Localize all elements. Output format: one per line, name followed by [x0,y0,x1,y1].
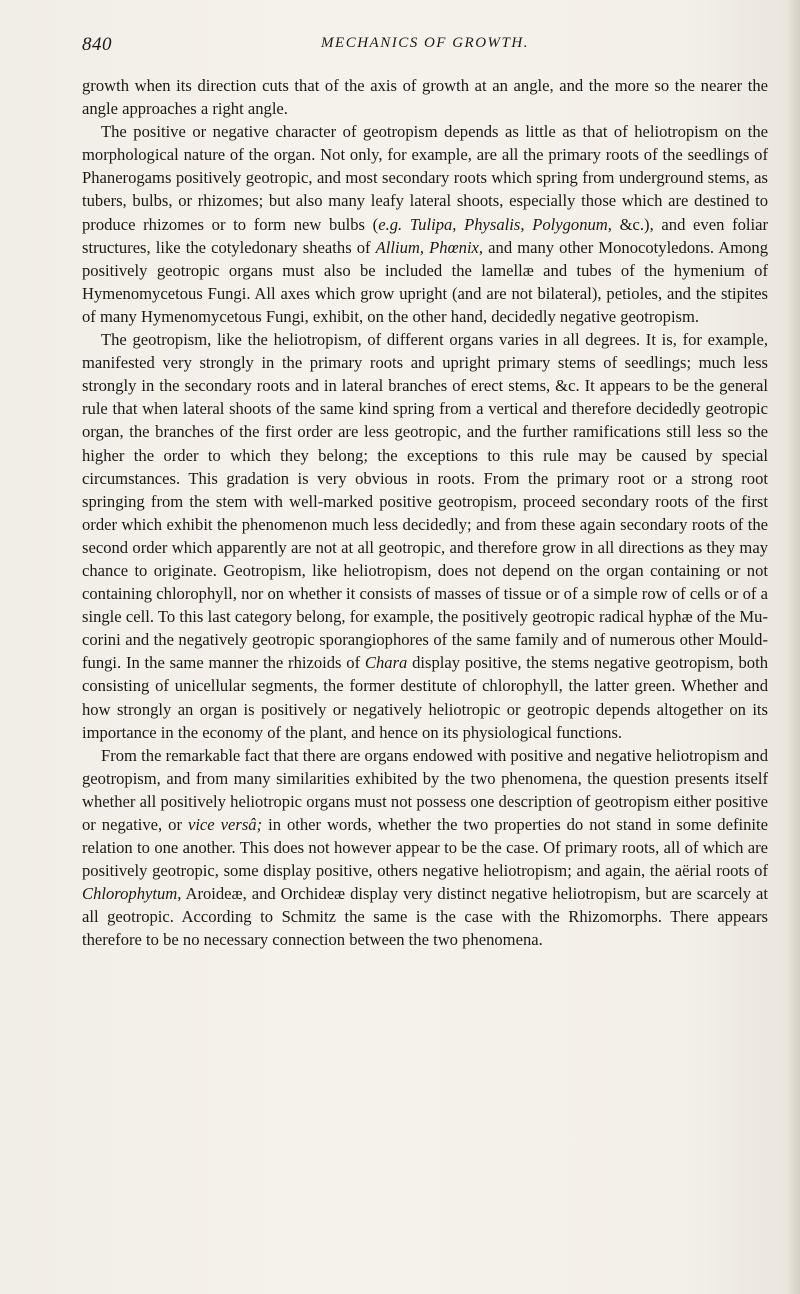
running-title: MECHANICS OF GROWTH. [321,35,529,51]
text-run: From the remarkable fact that there are organs endowed with positive and negative heliotropism and geotropism, and from many similarities exhibited by the two phenomena, the question presents itself whether all positively heliotropic organs must not possess one description of geotropism either positive or negative, or [82,745,768,834]
text-run: The positive or negative character of geotropism depends as little as that of heliotropism on the morphological nature of the organ. Not only, for example, are all the primary roots of the seedlings of Phanerogams positively geotropic, and most secondary roots which spring from underground stems, as tubers, bulbs, or rhizomes; but also many leafy lateral shoots, especially those which are destined to produce rhizomes or to form new bulbs ( [82,122,768,234]
italic-run: Chara [364,653,408,673]
text-run: display positive, the stems negative geotropism, both consisting of unicellular segments, the former destitute of chlorophyll, the latter green. Whether and how strongly an organ is positively or negatively heliotropic or geotropic depends altogether on its importance in the economy of the plant, and hence on its physiological functions. [82,653,768,742]
page-edge-shadow [786,0,800,1294]
text-run: &c.), and even foliar structures, like the cotyledonary sheaths of [82,214,769,257]
text-run: The geotropism, like the heliotropism, of different organs varies in all degrees. It is, for example, manifested very strongly in the primary roots and upright primary stems of seedlings; much less strongly in the secondary roots and in lateral branches of erect stems, &c. It appears to be the general rule that when lateral shoots of the same kind spring from a vertical and therefore decidedly geotropic organ, the branches of the first order are less geotropic, and the further ramifications still less so the higher the order to which they belong; the exceptions to this rule may be caused by special circumstances. This gradation is very obvious in roots. From the primary root or a strong root springing from the stem with well-marked positive geotropism, proceed secondary roots of the first order which exhibit the phenomenon much less decidedly; and from these again secondary roots of the second order which apparently are not at all geotropic, and therefore grow in all directions as they may chance to originate. Geotropism, like heliotropism, does not depend on the organ containing or not containing chlorophyll, nor on whether it consists of masses of tissue or of a simple row of cells or of a single cell. To this last category belong, for example, the positively geotropic radical hyphæ of the Mu- corini and the negatively geotropic sporangiophores of the same family and of numerous other Mould-fungi. In the same manner the rhizoids of [82,330,768,673]
text-run: growth when its direction cuts that of the axis of growth at an angle, and the more so the nearer the angle approaches a right angle. [82,76,768,119]
paragraph [82,328,768,744]
paragraph [82,744,768,952]
italic-run: Allium, Phœnix, [375,237,484,257]
paragraph [82,74,768,120]
running-head [82,34,768,58]
text-run: and many other Monocotyledons. Among positively geotropic organs must also be included the lamellæ and tubes of the hymenium of Hymenomycetous Fungi. All axes which grow upright (and are not bilateral), petioles, and the stipites of many Hymenomycetous Fungi, exhibit, on the other hand, decidedly negative geotropism. [82,237,768,326]
italic-run: Chlorophytum, [82,884,182,904]
text-run: Aroideæ, and Orchideæ display very distinct negative heliotropism, but are scarcely at all geotropic. According to Schmitz the same is the case with the Rhizomorphs. There appears therefore to be no necessary connection between the two phenomena. [82,884,768,950]
italic-run: vice versâ; [187,815,263,834]
body-text [82,74,768,952]
italic-run: e.g. Tulipa, Physalis, Polygonum, [378,214,612,234]
paragraph [82,120,768,328]
text-run: in other words, whether the two properties do not stand in some definite relation to one another. This does not however appear to be the case. Of primary roots, all of which are positively geotropic, some display positive, others negative heliotropism; and again, the aërial roots of [82,815,768,881]
page-number: 840 [82,34,112,55]
